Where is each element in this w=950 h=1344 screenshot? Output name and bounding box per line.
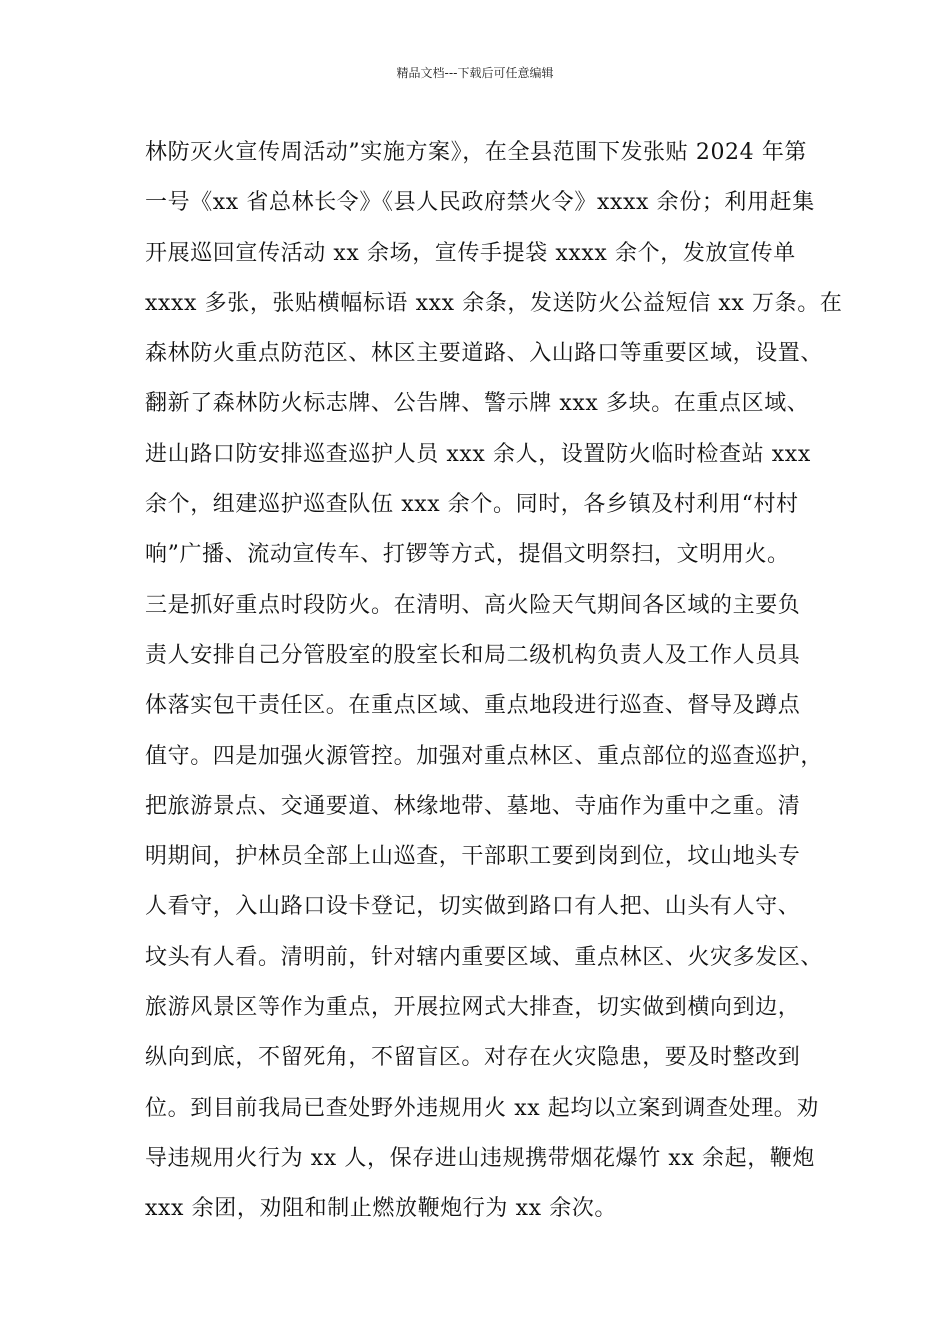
paragraph-line: xxx 余团，劝阻和制止燃放鞭炮行为 xx 余次。 <box>145 1196 618 1222</box>
paragraph-line: 三是抓好重点时段防火。在清明、高火险天气期间各区域的主要负 <box>145 592 801 618</box>
paragraph-line: 开展巡回宣传活动 xx 余场，宣传手提袋 xxxx 余个，发放宣传单 <box>145 240 796 266</box>
paragraph-line: xxxx 多张，张贴横幅标语 xxx 余条，发送防火公益短信 xx 万条。在 <box>145 290 843 316</box>
paragraph-line: 进山路口防安排巡查巡护人员 xxx 余人，设置防火临时检查站 xxx <box>145 441 811 467</box>
paragraph-line: 纵向到底，不留死角，不留盲区。对存在火灾隐患，要及时整改到 <box>145 1045 801 1071</box>
paragraph-line: 余个，组建巡护巡查队伍 xxx 余个。同时，各乡镇及村利用“村村 <box>145 492 799 518</box>
paragraph-line: 把旅游景点、交通要道、林缘地带、墓地、寺庙作为重中之重。清 <box>145 793 801 819</box>
paragraph-line: 体落实包干责任区。在重点区域、重点地段进行巡查、督导及蹲点 <box>145 693 801 719</box>
paragraph-line: 责人安排自己分管股室的股室长和局二级机构负责人及工作人员具 <box>145 642 801 668</box>
paragraph-line: 森林防火重点防范区、林区主要道路、入山路口等重要区域，设置、 <box>145 341 824 367</box>
paragraph-line: 位。到目前我局已查处野外违规用火 xx 起均以立案到调查处理。劝 <box>145 1095 820 1121</box>
paragraph-line: 林防灭火宣传周活动”实施方案》，在全县范围下发张贴 2024 年第 <box>145 140 808 165</box>
paragraph-line: 明期间，护林员全部上山巡查，干部职工要到岗到位，坟山地头专 <box>145 844 801 870</box>
page-header: 精品文档---下载后可任意编辑 <box>396 66 554 80</box>
paragraph-line: 响”广播、流动宣传车、打锣等方式，提倡文明祭扫，文明用火。 <box>145 542 790 568</box>
paragraph-line: 导违规用火行为 xx 人，保存进山违规携带烟花爆竹 xx 余起，鞭炮 <box>145 1145 816 1171</box>
paragraph-line: 人看守，入山路口设卡登记，切实做到路口有人把、山头有人守、 <box>145 894 801 920</box>
paragraph-line: 翻新了森林防火标志牌、公告牌、警示牌 xxx 多块。在重点区域、 <box>145 391 810 417</box>
document-body <box>145 128 843 1235</box>
paragraph-line: 坟头有人看。清明前，针对辖内重要区域、重点林区、火灾多发区、 <box>145 944 824 970</box>
paragraph-line: 一号《xx 省总林长令》《县人民政府禁火令》xxxx 余份；利用赶集 <box>145 190 815 216</box>
paragraph-line: 旅游风景区等作为重点，开展拉网式大排查，切实做到横向到边， <box>145 995 801 1021</box>
paragraph-line: 值守。四是加强火源管控。加强对重点林区、重点部位的巡查巡护， <box>145 743 824 769</box>
